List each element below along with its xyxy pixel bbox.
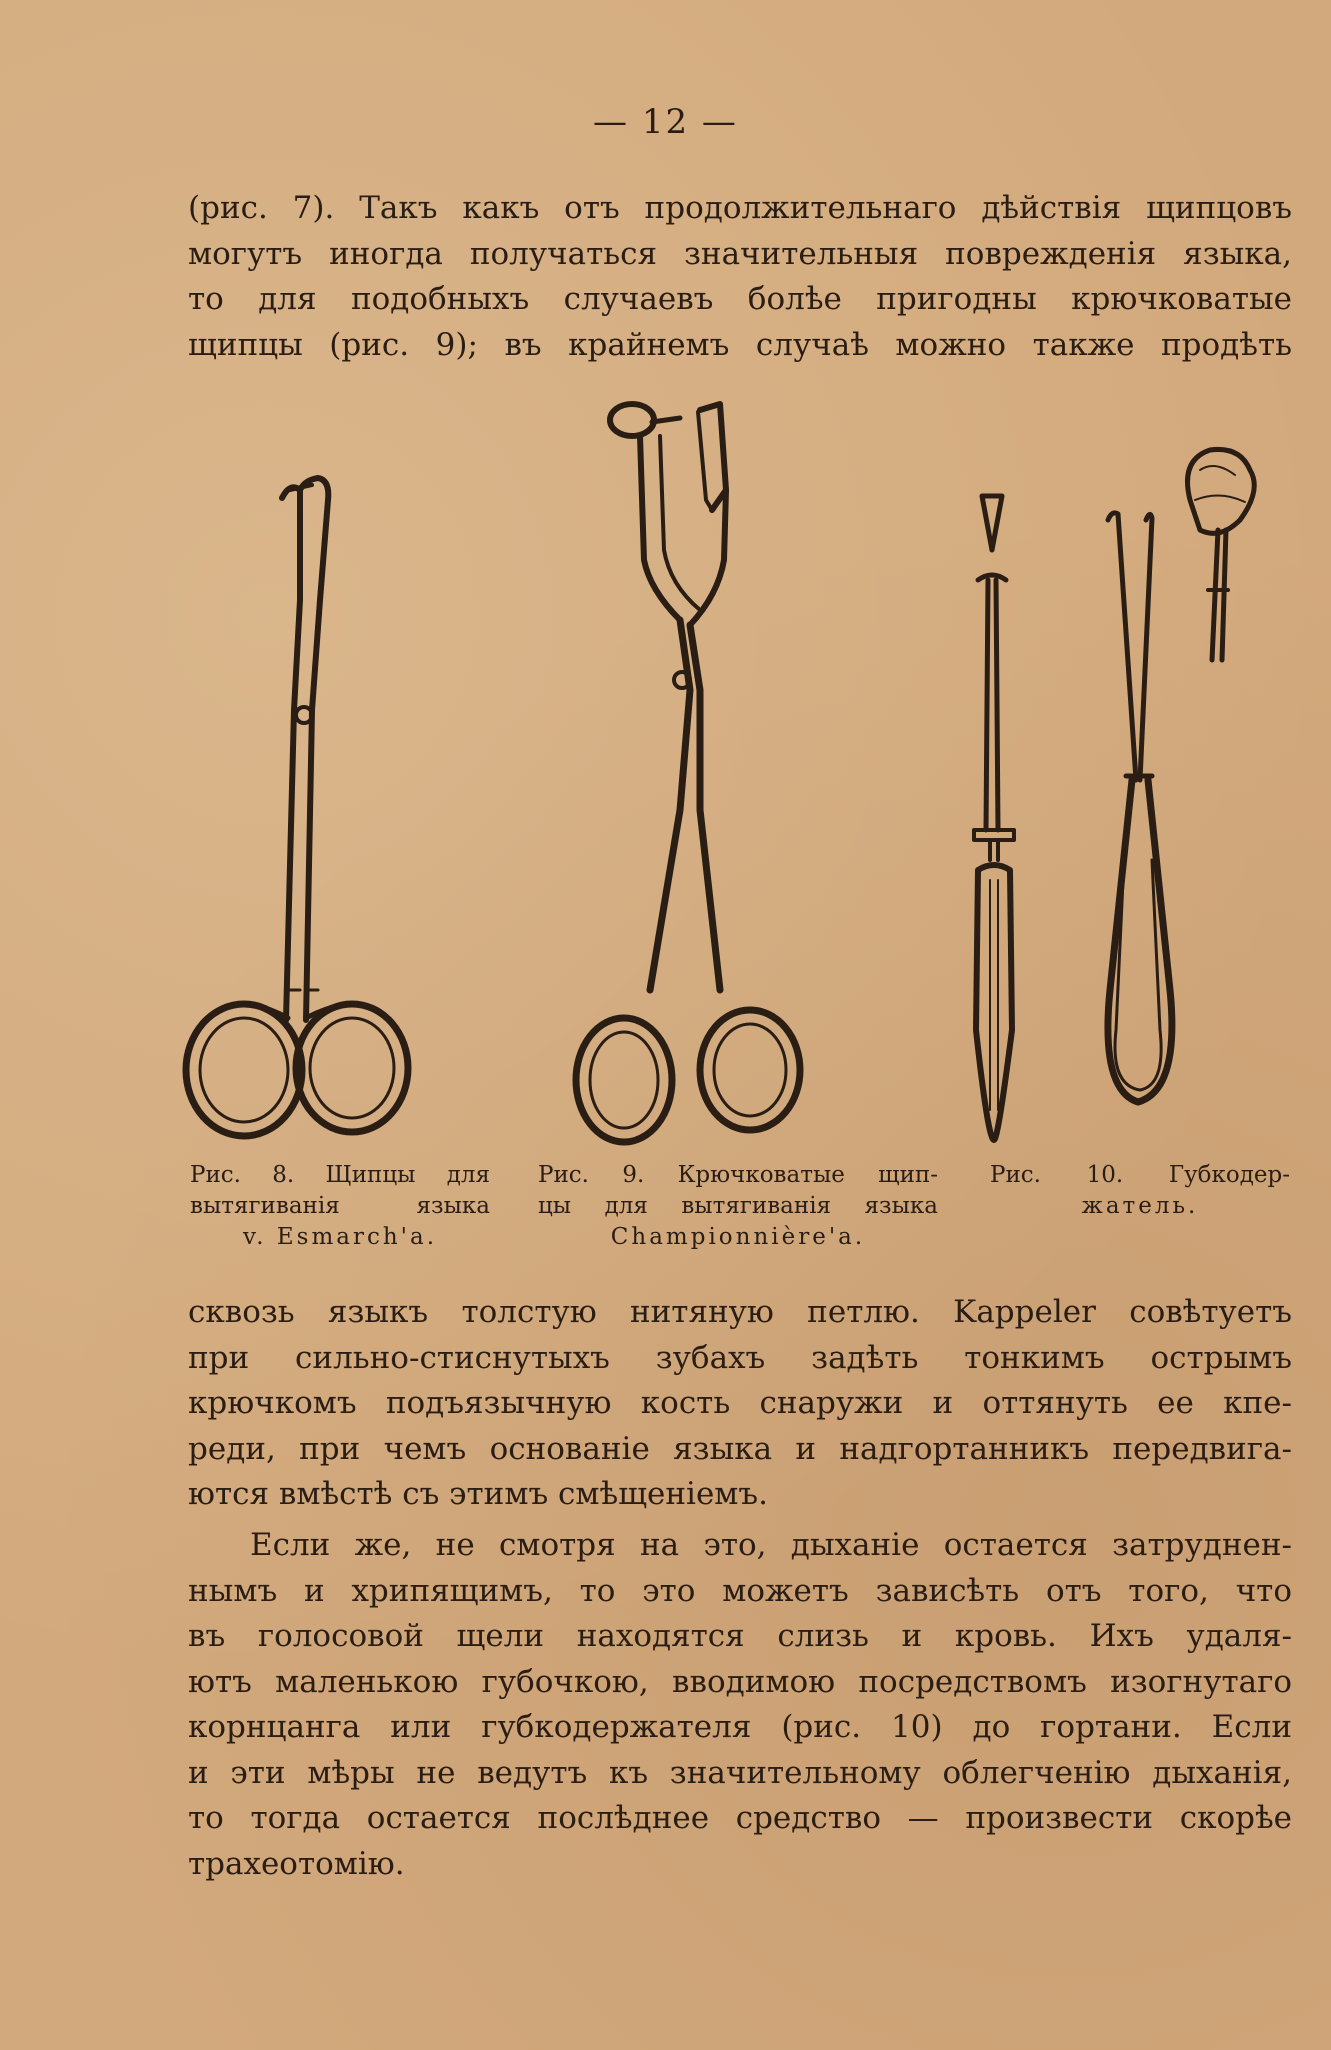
text-line: то тогда остается послѣднее средство — произвести скорѣе	[188, 1800, 1292, 1836]
caption-line: Championnière'a.	[610, 1224, 866, 1250]
caption-line: v. Esmarch'a.	[242, 1224, 438, 1250]
text-line: въ голосовой щели находятся слизь и кровь. Ихъ удаля-	[188, 1618, 1292, 1654]
figures-area	[0, 390, 1331, 1150]
text-line: нымъ и хрипящимъ, то это можетъ зависѣть отъ того, что	[188, 1572, 1292, 1609]
sponge-holder-figure	[974, 449, 1254, 1140]
text-line: реди, при чемъ основаніе языка и надгортанникъ передвига-	[188, 1430, 1292, 1467]
paragraph-3	[188, 1523, 1292, 1887]
championniere-forceps-figure	[576, 404, 800, 1142]
text-line: трахеотомію.	[188, 1845, 405, 1882]
text-line: ютъ маленькою губочкою, вводимою посредствомъ изогнутаго	[188, 1663, 1292, 1700]
text-line: корнцанга или губкодержателя (рис. 10) до гортани. Если	[188, 1709, 1292, 1745]
text-line: Если же, не смотря на это, дыханіе остается затруднен-	[250, 1527, 1292, 1563]
text-line: щипцы (рис. 9); въ крайнемъ случаѣ можно также продѣть	[188, 326, 1292, 363]
text-line: то для подобныхъ случаевъ болѣе пригодны крючковатые	[188, 281, 1292, 317]
text-line: при сильно-стиснутыхъ зубахъ задѣть тонкимъ острымъ	[188, 1339, 1292, 1376]
figure-8-caption	[190, 1160, 490, 1253]
text-line: могутъ иногда получаться значительныя поврежденія языка,	[188, 235, 1292, 272]
caption-line: вытягиванія языка	[190, 1193, 490, 1219]
page-number: — 12 —	[593, 102, 738, 142]
caption-line: Рис. 8. Щипцы для	[190, 1162, 490, 1188]
figure-9-caption	[538, 1160, 938, 1253]
text-line: сквозь языкъ толстую нитяную петлю. Kappeler совѣтуетъ	[188, 1294, 1292, 1330]
caption-line: цы для вытягиванія языка	[538, 1193, 938, 1219]
text-line: крючкомъ подъязычную кость снаружи и оттянуть ее кпе-	[188, 1385, 1292, 1421]
caption-line: Рис. 9. Крючковатые щип-	[538, 1162, 938, 1188]
surgical-instruments-illustration	[0, 390, 1331, 1150]
figure-10-caption	[990, 1160, 1290, 1222]
caption-line: Рис. 10. Губкодер-	[990, 1162, 1290, 1188]
text-line: ются вмѣстѣ съ этимъ смѣщеніемъ.	[188, 1476, 768, 1512]
text-line: (рис. 7). Такъ какъ отъ продолжительнаго дѣйствія щипцовъ	[188, 190, 1292, 226]
paragraph-1	[188, 186, 1292, 368]
esmarch-forceps-figure	[186, 478, 408, 1136]
text-line: и эти мѣры не ведутъ къ значительному облегченію дыханія,	[188, 1754, 1292, 1791]
paragraph-2	[188, 1290, 1292, 1518]
caption-line: жатель.	[1081, 1193, 1199, 1219]
